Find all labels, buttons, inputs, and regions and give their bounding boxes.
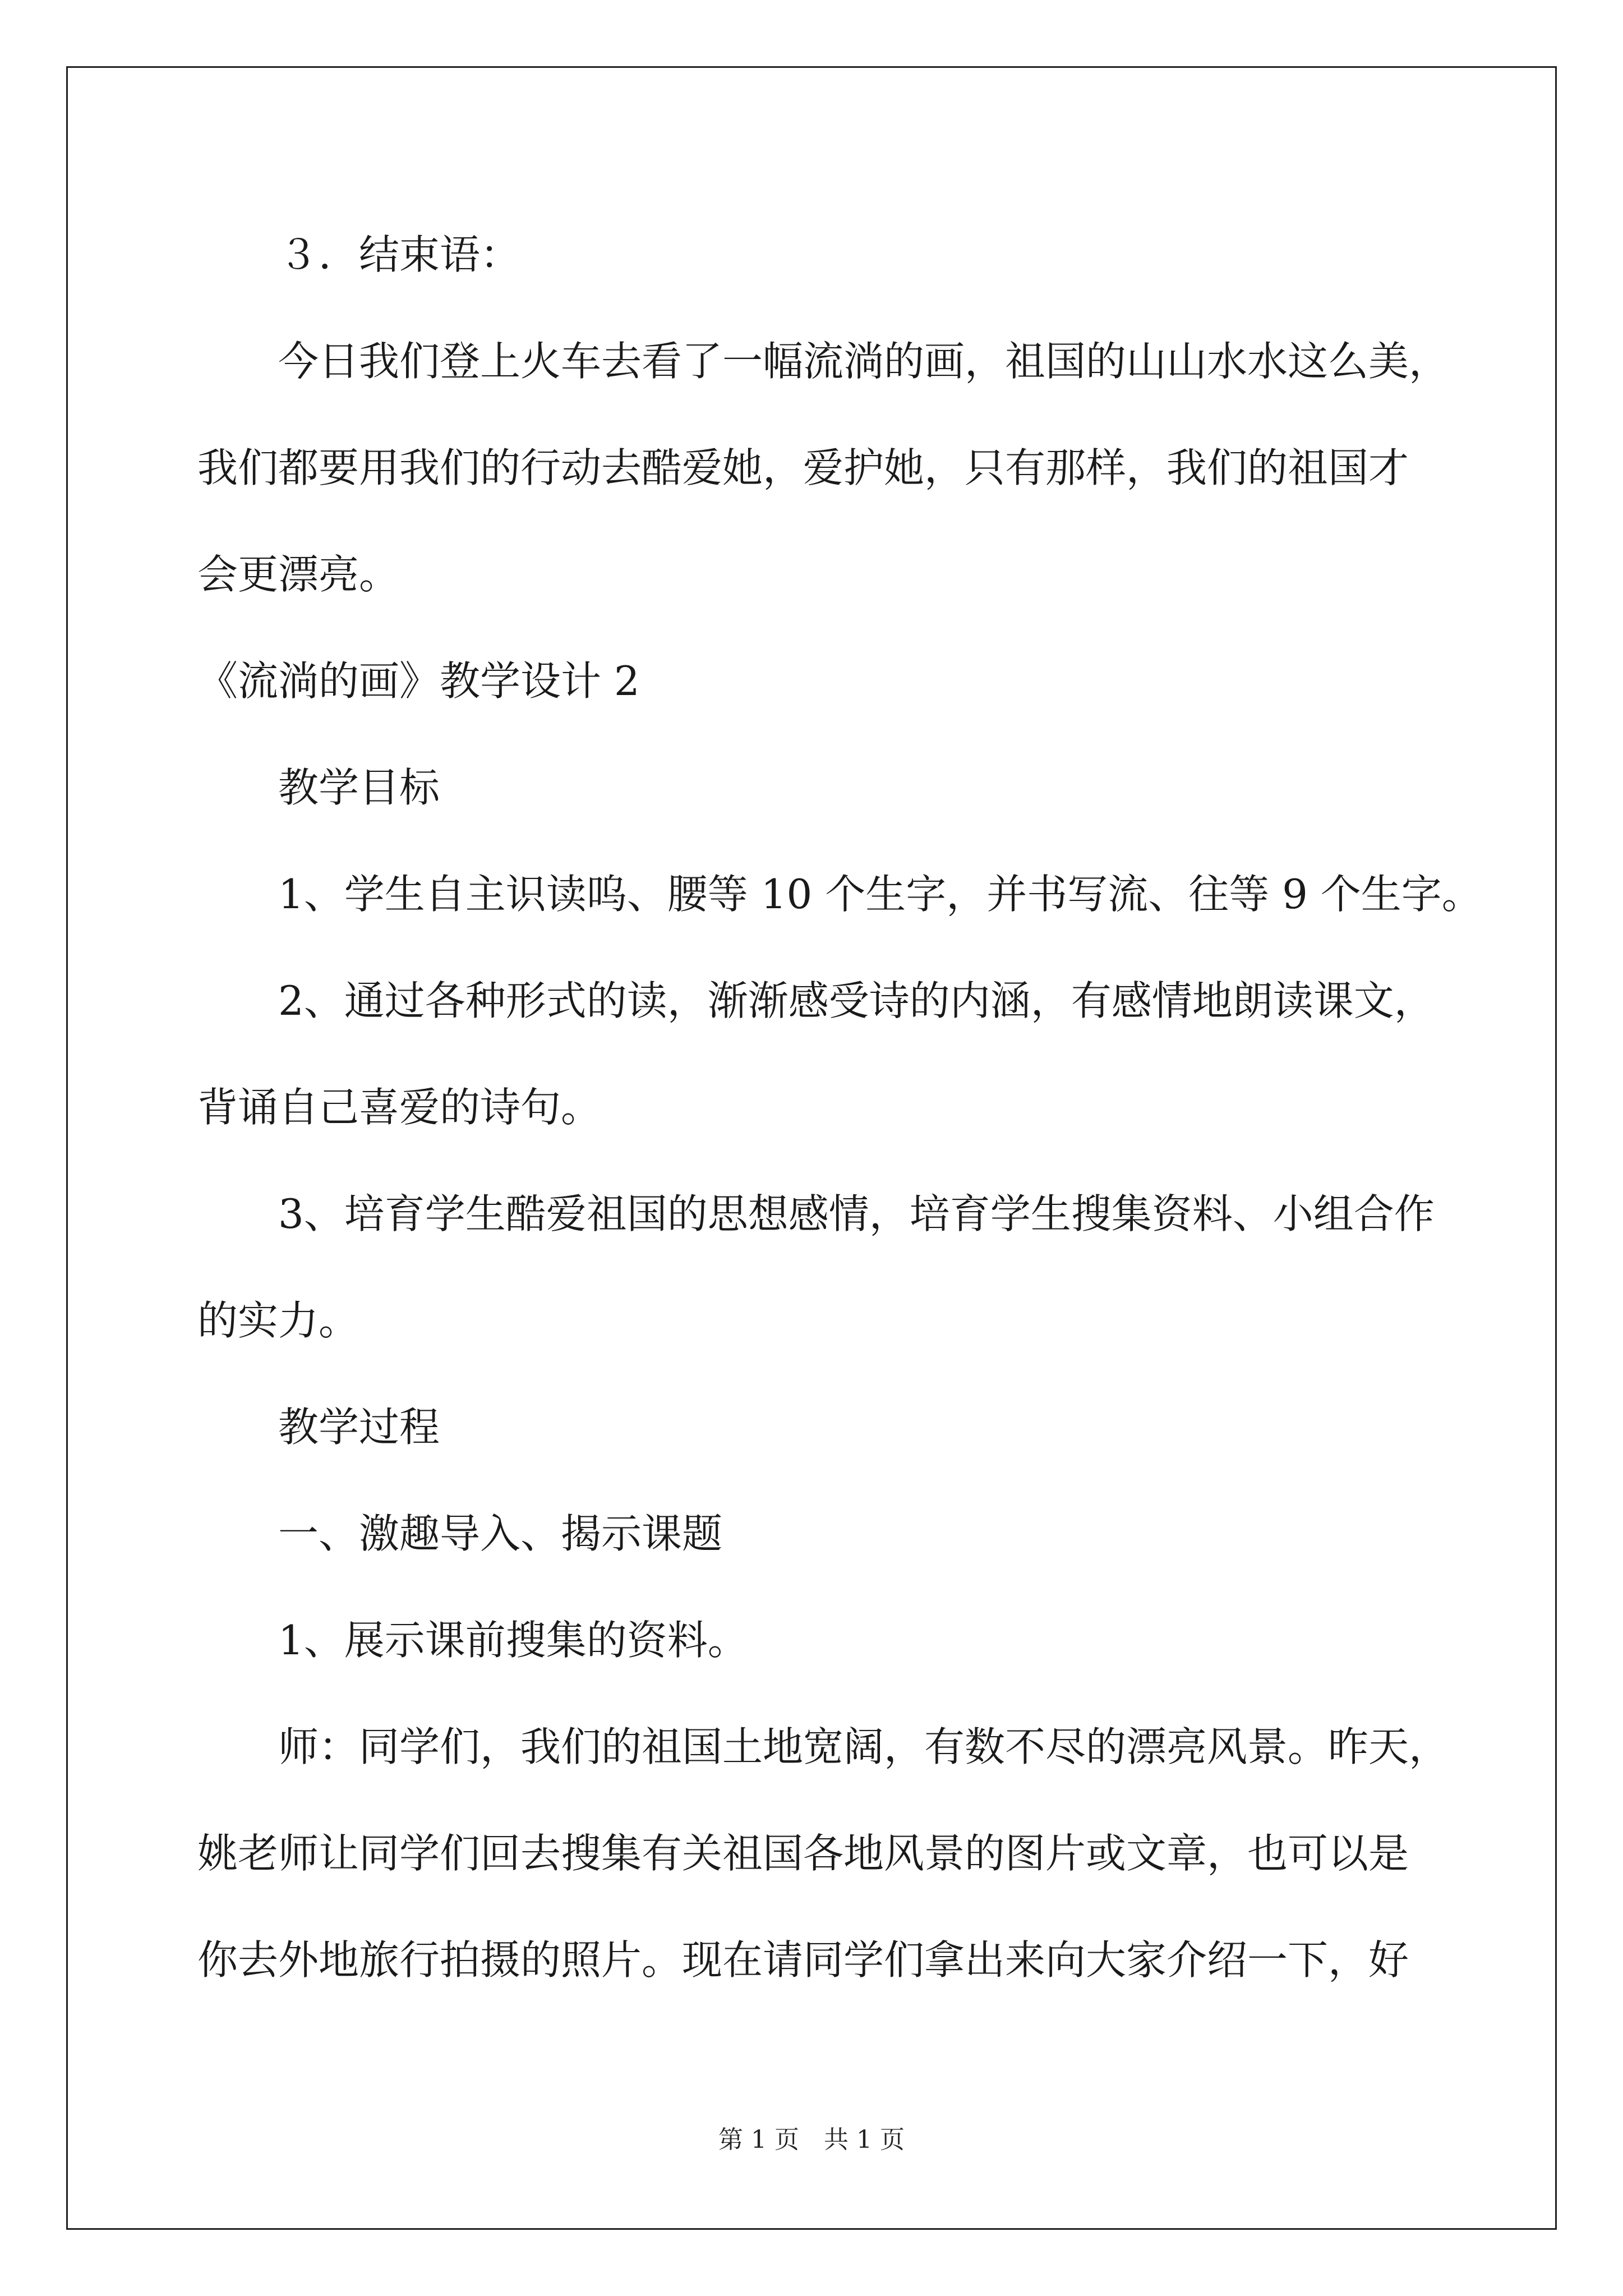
paragraph-line: 我们都要用我们的行动去酷爱她，爱护她，只有那样，我们的祖国才 [197, 444, 1409, 491]
section-heading-process: 教学过程 [278, 1404, 440, 1451]
goal-item-2: 2、通过各种形式的读，渐渐感受诗的内涵，有感情地朗读课文， [278, 977, 1435, 1024]
goal-item-1: 1、学生自主识读呜、腰等 10 个生字，并书写流、往等 9 个生字。 [278, 871, 1482, 918]
paragraph-line: 师：同学们，我们的祖国土地宽阔，有数不尽的漂亮风景。昨天， [278, 1723, 1450, 1770]
section-heading-goals: 教学目标 [278, 764, 440, 811]
paragraph-line: 背诵自己喜爱的诗句。 [197, 1084, 602, 1131]
subheading-intro: 一、激趣导入、揭示课题 [278, 1510, 723, 1557]
document-title: 《流淌的画》教学设计 2 [197, 657, 640, 705]
section-heading-closing: ３．结束语： [278, 231, 521, 278]
page-footer [0, 2125, 1623, 2154]
page-number-label: 第 1 页 共 1 页 [718, 2125, 905, 2154]
goal-item-3: 3、培育学生酷爱祖国的思想感情，培育学生搜集资料、小组合作 [278, 1190, 1435, 1237]
paragraph-line: 今日我们登上火车去看了一幅流淌的画，祖国的山山水水这么美， [278, 338, 1450, 385]
paragraph-line: 会更漂亮。 [197, 551, 400, 598]
step-item-1: 1、展示课前搜集的资料。 [278, 1617, 748, 1664]
paragraph-line: 姚老师让同学们回去搜集有关祖国各地风景的图片或文章，也可以是 [197, 1830, 1409, 1877]
paragraph-line: 你去外地旅行拍摄的照片。现在请同学们拿出来向大家介绍一下，好 [197, 1936, 1409, 1984]
paragraph-line: 的实力。 [197, 1297, 359, 1344]
page-border [66, 66, 1557, 2230]
